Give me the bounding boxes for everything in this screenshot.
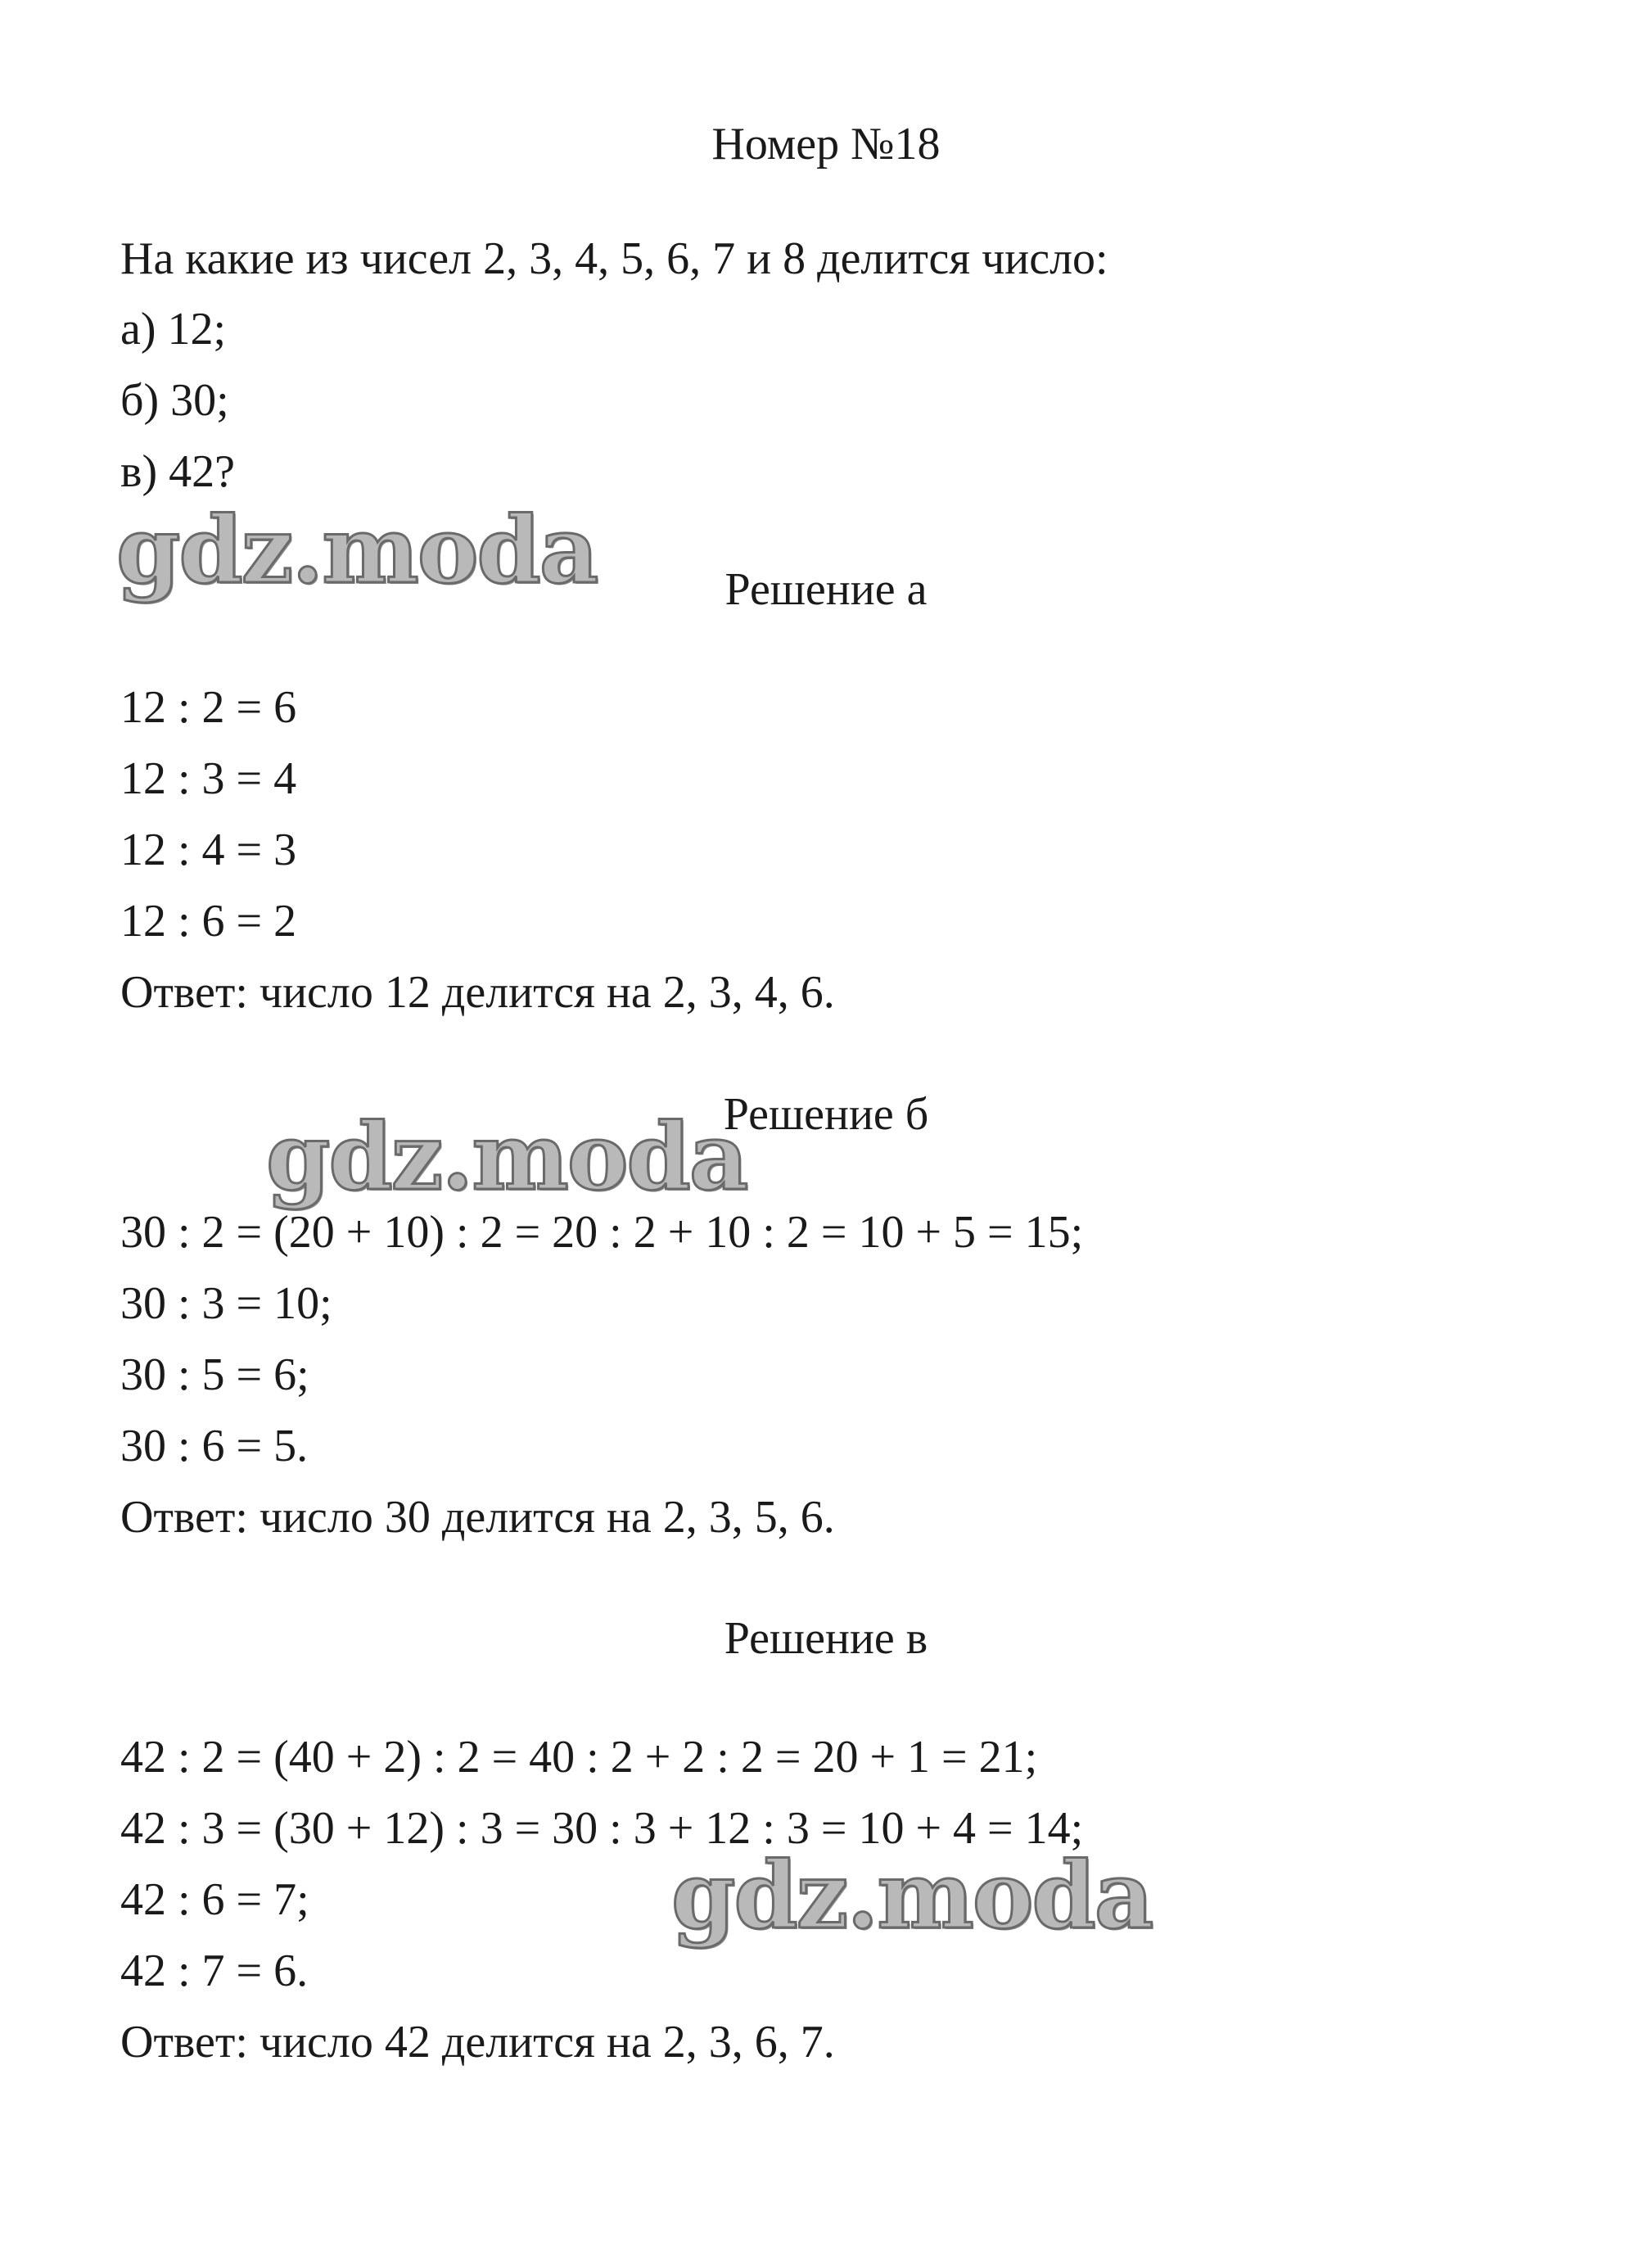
solution-b-heading: Решение б [723, 1089, 929, 1140]
solution-c-line-2: 42 : 3 = (30 + 12) : 3 = 30 : 3 + 12 : 3 = 10 + 4 = 14; [120, 1803, 1084, 1854]
solution-a-line-4: 12 : 6 = 2 [120, 896, 297, 947]
page-title: Номер №18 [711, 119, 941, 169]
solution-b-line-3: 30 : 5 = 6; [120, 1349, 309, 1400]
solution-a-heading: Решение а [724, 564, 928, 615]
problem-item-a: а) 12; [120, 304, 227, 355]
solution-b-line-2: 30 : 3 = 10; [120, 1278, 332, 1329]
solution-c-line-4: 42 : 7 = 6. [120, 1945, 309, 1996]
solution-c-heading: Решение в [724, 1613, 928, 1664]
solution-a-line-1: 12 : 2 = 6 [120, 682, 297, 733]
solution-b-line-1: 30 : 2 = (20 + 10) : 2 = 20 : 2 + 10 : 2 = 10 + 5 = 15; [120, 1207, 1084, 1258]
solution-a-line-2: 12 : 3 = 4 [120, 753, 297, 804]
solution-a-answer: Ответ: число 12 делится на 2, 3, 4, 6. [120, 967, 835, 1018]
watermark-logo: gdz.moda [671, 1842, 1153, 1950]
solution-a-line-3: 12 : 4 = 3 [120, 825, 297, 875]
solution-b-line-4: 30 : 6 = 5. [120, 1421, 309, 1471]
problem-item-c: в) 42? [120, 446, 235, 497]
problem-question: На какие из чисел 2, 3, 4, 5, 6, 7 и 8 делится число: [120, 233, 1108, 284]
solution-c-line-3: 42 : 6 = 7; [120, 1874, 309, 1925]
watermark-logo: gdz.moda [116, 497, 598, 604]
problem-item-b: б) 30; [120, 375, 229, 426]
solution-b-answer: Ответ: число 30 делится на 2, 3, 5, 6. [120, 1492, 835, 1543]
solution-c-line-1: 42 : 2 = (40 + 2) : 2 = 40 : 2 + 2 : 2 = 20 + 1 = 21; [120, 1732, 1038, 1783]
solution-c-answer: Ответ: число 42 делится на 2, 3, 6, 7. [120, 2017, 835, 2067]
watermark-logo: gdz.moda [266, 1104, 747, 1211]
